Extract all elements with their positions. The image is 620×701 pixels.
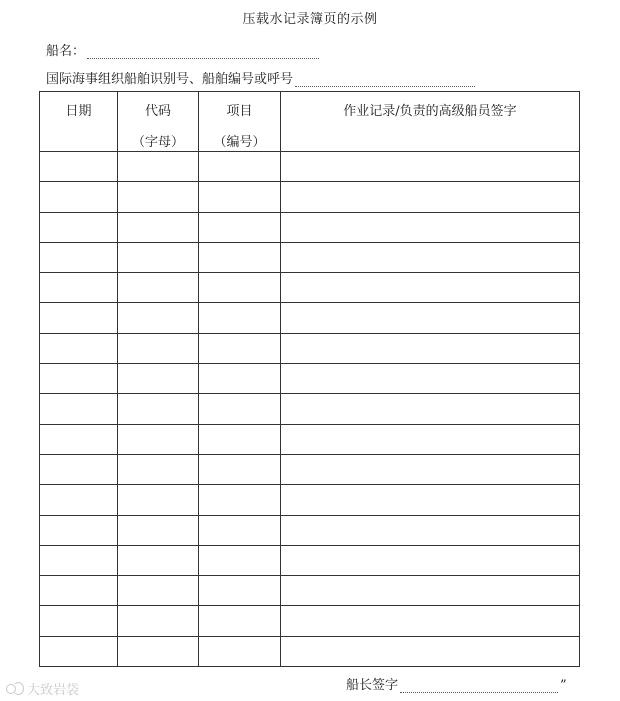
table-row [40,424,580,454]
cell-item[interactable] [199,152,281,182]
cell-date[interactable] [40,273,118,303]
imo-number-blank[interactable] [295,74,475,87]
cell-date[interactable] [40,485,118,515]
cell-item[interactable] [199,515,281,545]
table-row [40,636,580,666]
cell-code[interactable] [118,454,199,484]
cell-code[interactable] [118,606,199,636]
cell-record[interactable] [281,636,580,666]
cell-item[interactable] [199,485,281,515]
cell-item[interactable] [199,454,281,484]
cell-code[interactable] [118,424,199,454]
watermark [6,679,79,698]
cell-item[interactable] [199,576,281,606]
header-code-label: 代码 [144,104,171,119]
cell-code[interactable] [118,364,199,394]
cell-date[interactable] [40,182,118,212]
table-row [40,182,580,212]
cell-date[interactable] [40,152,118,182]
ship-name-blank[interactable] [87,46,319,59]
cell-record[interactable] [281,182,580,212]
cell-date[interactable] [40,303,118,333]
cell-code[interactable] [118,576,199,606]
watermark-logo-icon [6,682,24,696]
ship-name-label: 船名： [46,44,86,59]
table-header-row [40,92,580,152]
cell-item[interactable] [199,303,281,333]
cell-item[interactable] [199,606,281,636]
table-row [40,454,580,484]
cell-record[interactable] [281,152,580,182]
captain-signature-label: 船长签字 [346,678,399,693]
cell-record[interactable] [281,333,580,363]
header-date [40,92,118,152]
cell-record[interactable] [281,364,580,394]
cell-code[interactable] [118,182,199,212]
cell-item[interactable] [199,273,281,303]
cell-date[interactable] [40,515,118,545]
cell-code[interactable] [118,242,199,272]
cell-record[interactable] [281,303,580,333]
cell-record[interactable] [281,424,580,454]
table-row [40,152,580,182]
cell-record[interactable] [281,242,580,272]
header-code-sublabel: （字母） [131,135,184,150]
cell-record[interactable] [281,485,580,515]
table-row [40,242,580,272]
cell-item[interactable] [199,545,281,575]
header-date-label: 日期 [65,104,92,119]
cell-date[interactable] [40,545,118,575]
cell-record[interactable] [281,273,580,303]
cell-code[interactable] [118,545,199,575]
cell-item[interactable] [199,394,281,424]
cell-item[interactable] [199,333,281,363]
header-item-label: 项目 [226,104,253,119]
table-row [40,212,580,242]
cell-code[interactable] [118,303,199,333]
table-row [40,364,580,394]
cell-date[interactable] [40,636,118,666]
imo-number-field [46,68,475,87]
cell-code[interactable] [118,515,199,545]
cell-record[interactable] [281,515,580,545]
table-row [40,515,580,545]
cell-code[interactable] [118,152,199,182]
cell-date[interactable] [40,242,118,272]
cell-record[interactable] [281,606,580,636]
table-row [40,576,580,606]
cell-date[interactable] [40,606,118,636]
cell-record[interactable] [281,454,580,484]
table-row [40,303,580,333]
cell-date[interactable] [40,333,118,363]
ship-name-field [46,40,319,59]
closing-quote: ” [560,678,567,693]
cell-item[interactable] [199,636,281,666]
cell-item[interactable] [199,212,281,242]
header-code [118,92,199,152]
cell-record[interactable] [281,576,580,606]
imo-number-label: 国际海事组织船舶识别号、船舶编号或呼号 [46,72,294,87]
cell-code[interactable] [118,273,199,303]
cell-date[interactable] [40,212,118,242]
header-item-sublabel: （编号） [213,135,266,150]
cell-code[interactable] [118,333,199,363]
table-row [40,485,580,515]
cell-record[interactable] [281,394,580,424]
watermark-text: 大致岩袋 [27,683,80,698]
cell-date[interactable] [40,394,118,424]
cell-code[interactable] [118,485,199,515]
captain-signature-field [346,674,567,693]
header-record-label: 作业记录/负责的高级船员签字 [343,104,517,119]
ballast-water-log-table [39,91,580,667]
cell-date[interactable] [40,364,118,394]
cell-item[interactable] [199,182,281,212]
table-row [40,545,580,575]
cell-date[interactable] [40,424,118,454]
cell-item[interactable] [199,424,281,454]
cell-code[interactable] [118,212,199,242]
table-body [40,152,580,667]
header-item [199,92,281,152]
cell-code[interactable] [118,394,199,424]
cell-record[interactable] [281,545,580,575]
cell-item[interactable] [199,364,281,394]
cell-record[interactable] [281,212,580,242]
cell-date[interactable] [40,576,118,606]
table-row [40,273,580,303]
header-record [281,92,580,152]
cell-date[interactable] [40,454,118,484]
cell-item[interactable] [199,242,281,272]
page-title: 压载水记录簿页的示例 [242,12,378,27]
captain-signature-blank[interactable] [400,680,558,693]
cell-code[interactable] [118,636,199,666]
table-row [40,394,580,424]
table-row [40,333,580,363]
table-row [40,606,580,636]
